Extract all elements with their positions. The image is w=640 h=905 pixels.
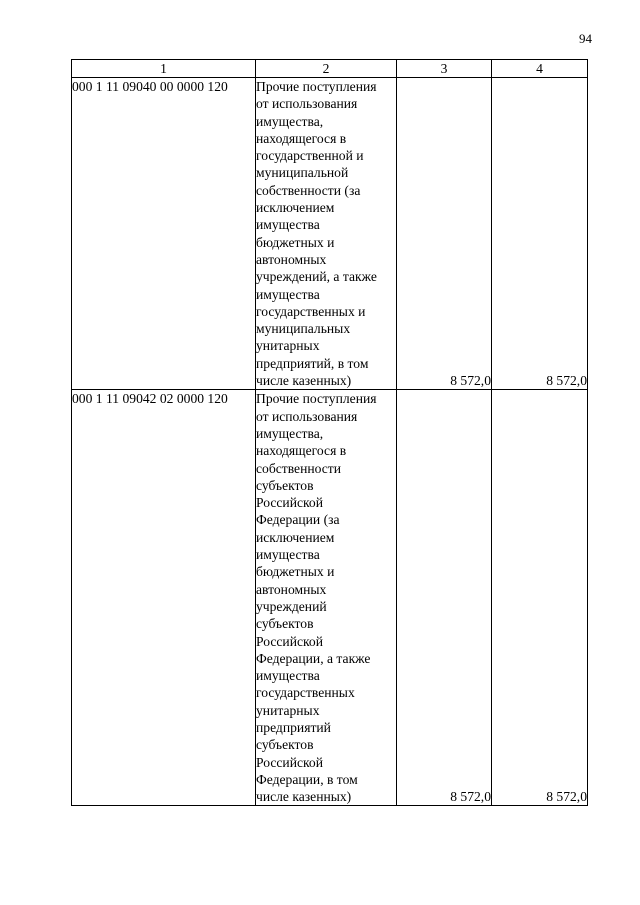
income-name-line: субъектов — [256, 616, 314, 632]
income-name-line: исключением — [256, 529, 335, 545]
column-header-4: 4 — [492, 60, 588, 78]
income-name-line: от использования — [256, 96, 358, 112]
income-name-line: имущества — [256, 668, 320, 684]
budget-code-cell: 000 1 11 09040 00 0000 120 — [72, 78, 256, 390]
income-name-line: Российской — [256, 633, 323, 649]
income-name-line: Федерации, в том — [256, 771, 358, 787]
income-name-cell — [256, 78, 397, 390]
income-name-line: государственных и — [256, 303, 366, 319]
budget-code-cell: 000 1 11 09042 02 0000 120 — [72, 390, 256, 806]
income-name-line: муниципальных — [256, 321, 351, 337]
income-name-line: Российской — [256, 754, 323, 770]
income-name-line: от использования — [256, 408, 358, 424]
income-name-line: находящегося в — [256, 443, 347, 459]
income-name-line: имущества, — [256, 425, 324, 441]
income-name-line: предприятий, в том — [256, 355, 369, 371]
income-name-line: имущества — [256, 217, 320, 233]
income-name-line: числе казенных) — [256, 373, 352, 389]
amount-col3-cell: 8 572,0 — [397, 390, 492, 806]
page-number: 94 — [579, 31, 592, 46]
income-name-line: Федерации, а также — [256, 650, 371, 666]
table-row — [72, 78, 588, 390]
income-name-line: числе казенных) — [256, 789, 352, 805]
income-name-line: Российской — [256, 495, 323, 511]
income-name-line: учреждений, а также — [256, 269, 377, 285]
income-name-line: автономных — [256, 581, 327, 597]
income-name-line: государственной и — [256, 148, 364, 164]
income-name-line: учреждений — [256, 598, 327, 614]
income-name-line: бюджетных и — [256, 564, 335, 580]
table-row — [72, 390, 588, 806]
income-name-line: унитарных — [256, 702, 320, 718]
income-name-line: исключением — [256, 200, 335, 216]
amount-col3-cell: 8 572,0 — [397, 78, 492, 390]
income-name-line: автономных — [256, 251, 327, 267]
income-name-line: субъектов — [256, 737, 314, 753]
column-header-1: 1 — [72, 60, 256, 78]
income-name-line: собственности (за — [256, 182, 361, 198]
income-name-line: собственности — [256, 460, 342, 476]
budget-table — [71, 59, 588, 806]
amount-col4-cell: 8 572,0 — [492, 390, 588, 806]
income-name-line: субъектов — [256, 477, 314, 493]
amount-col4-cell: 8 572,0 — [492, 78, 588, 390]
income-name-cell — [256, 390, 397, 806]
income-name-line: бюджетных и — [256, 234, 335, 250]
income-name-line: имущества — [256, 547, 320, 563]
income-name-line: унитарных — [256, 338, 320, 354]
column-header-2: 2 — [256, 60, 397, 78]
income-name-line: имущества, — [256, 113, 324, 129]
income-name-line: государственных — [256, 685, 355, 701]
income-name-line: находящегося в — [256, 130, 347, 146]
table-body — [72, 78, 588, 806]
column-header-3: 3 — [397, 60, 492, 78]
income-name-line: муниципальной — [256, 165, 349, 181]
income-name-line: Прочие поступления — [256, 79, 377, 94]
income-name-line: Прочие поступления — [256, 391, 377, 407]
income-name-line: имущества — [256, 286, 320, 302]
income-name-line: предприятий — [256, 719, 331, 735]
income-name-line: Федерации (за — [256, 512, 340, 528]
table-header-row — [72, 60, 588, 78]
